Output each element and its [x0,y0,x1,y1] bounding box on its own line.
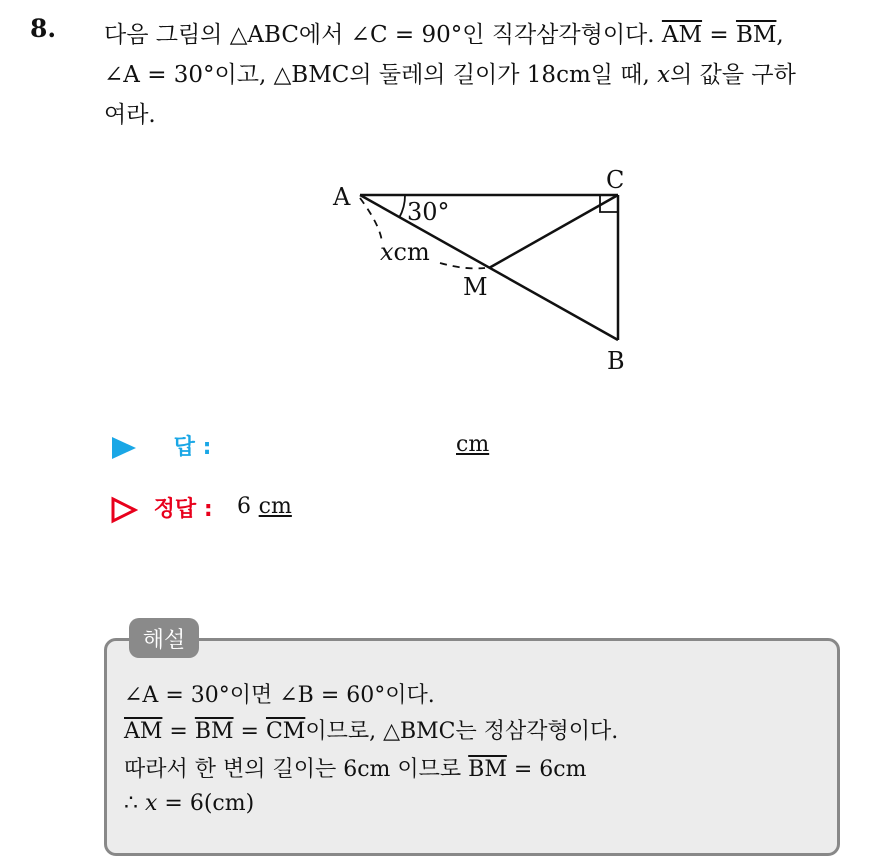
dashed-brace [440,263,485,268]
angle-arc [399,195,405,218]
correct-label: 정답 : [153,497,213,522]
question-text: ∠A = 30°이고, △BMC의 둘레의 길이가 18cm일 때, [104,62,658,88]
angle-label: 30° [407,198,450,226]
answer-unit-text: cm [456,432,490,457]
correct-number: 6 [237,494,251,519]
variable-x: x [657,62,671,88]
segment-bm: $\overline{BM}$ [735,22,777,48]
segment-am: $\overline{AM}$ [661,22,703,48]
segment-am: $\overline{AM}$ [124,719,163,744]
segment-bm: $\overline{BM}$ [194,719,234,744]
correct-value [237,494,292,519]
therefore-symbol: ∴ [124,791,145,816]
segment-cm: $\overline{CM}$ [265,719,306,744]
question-line-1 [104,16,784,49]
solution-line-2 [124,714,618,745]
triangle-figure [300,160,660,380]
answer-unit [456,432,489,457]
answer-blank[interactable] [280,428,460,458]
question-text: 의 값을 구하 [670,62,796,88]
question-line-2 [104,56,796,89]
vertex-a-label: A [333,183,351,211]
vertex-b-label: B [607,347,625,375]
play-outline-icon [110,496,138,524]
solution-line-1: ∠A = 30°이면 ∠B = 60°이다. [124,683,435,708]
correct-answer-row [110,492,213,524]
vertex-c-label: C [606,166,625,194]
solution-text: = 6(cm) [157,791,255,816]
solution-line-3 [124,752,586,783]
segment-bm: $\overline{BM}$ [468,757,507,782]
side-length-label: xcm [380,238,430,266]
comma: , [776,22,784,48]
solution-text: 이므로, △BMC는 정삼각형이다. [305,719,619,744]
segment-cm [489,195,618,268]
play-marker-icon [110,434,138,462]
solution-tag: 해설 [129,618,199,658]
solution-box [104,638,840,856]
question-text: 다음 그림의 △ABC에서 ∠C = 90°인 직각삼각형이다. [104,22,662,48]
equals-sign: = [233,719,266,744]
equals-sign: = [702,22,736,48]
question-number: 8. [30,14,57,43]
answer-row [110,430,211,462]
solution-text: 따라서 한 변의 길이는 6cm 이므로 [124,757,469,782]
solution-text: = 6cm [506,757,587,782]
point-m-label: M [463,273,488,301]
question-line-3: 여라. [104,102,156,128]
correct-unit: cm [258,494,292,519]
solution-line-4 [124,791,254,816]
answer-label: 답 : [173,435,212,460]
equals-sign: = [162,719,195,744]
variable-x: x [145,791,158,816]
